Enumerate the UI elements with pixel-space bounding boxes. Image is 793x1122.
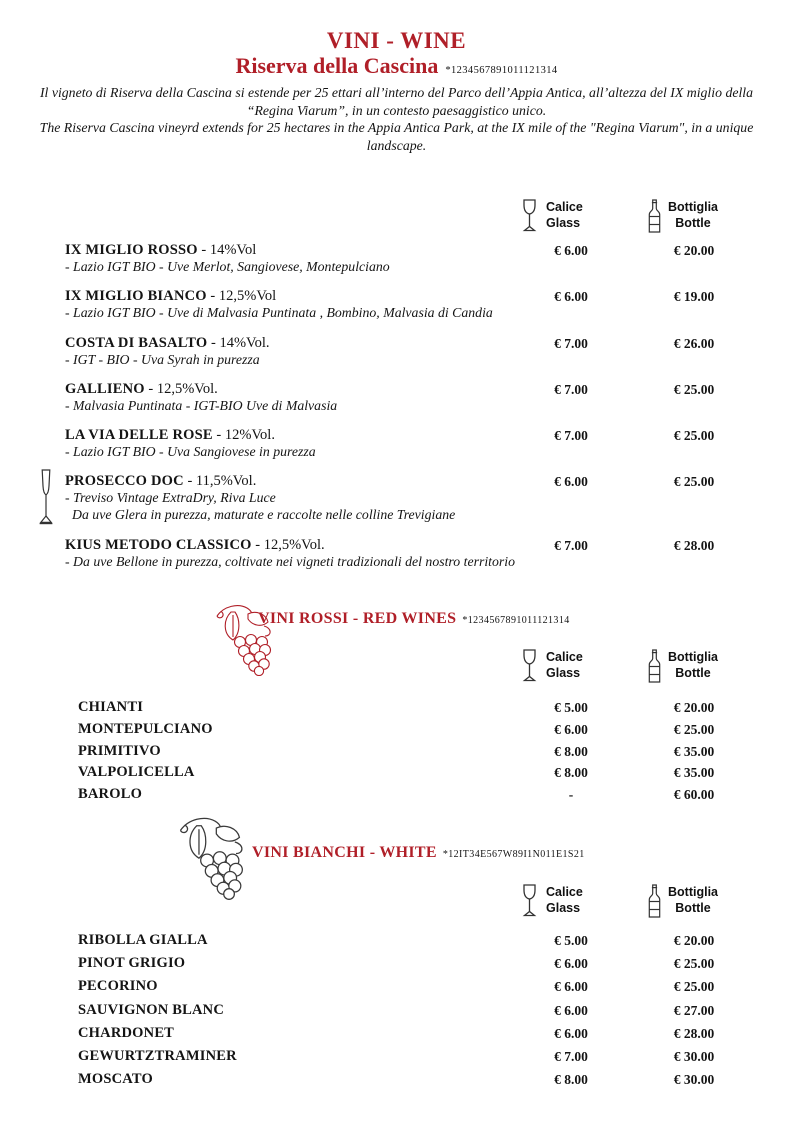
wine-entry	[0, 472, 793, 524]
wine-description-line: - IGT - BIO - Uva Syrah in purezza	[65, 351, 260, 367]
wine-description-line: - Da uve Bellone in purezza, coltivate nei vigneti tradizionali del nostro territorio	[65, 553, 515, 569]
price-columns-header-white	[0, 884, 793, 920]
wine-glass-icon	[520, 649, 539, 682]
wine-description	[65, 444, 793, 461]
bottle-label-en: Bottle	[675, 215, 711, 230]
wine-row	[0, 1070, 793, 1093]
wine-alcohol-vol: - 14%Vol.	[207, 334, 270, 351]
wine-entry	[0, 241, 793, 276]
white-wines-section-header	[252, 843, 585, 863]
price-columns-header-estate	[0, 199, 793, 235]
bottle-price: € 28.00	[673, 537, 715, 553]
wine-row	[0, 698, 793, 720]
wine-description-line: - Malvasia Puntinata - IGT-BIO Uve di Malvasia	[65, 397, 338, 413]
bottle-price: € 25.00	[673, 979, 715, 995]
glass-price: € 7.00	[554, 335, 588, 351]
wine-name: IX MIGLIO ROSSO	[65, 242, 198, 258]
intro-text-italian: Il vigneto di Riserva della Cascina si estende per 25 ettari all’interno del Parco dell’Appia Antica, all’altezza del IX miglio della “Regina Viarum”, in un contesto paesaggistico unico.	[39, 85, 754, 118]
menu-header	[0, 0, 793, 154]
wine-row	[0, 1047, 793, 1070]
wine-row	[0, 1001, 793, 1024]
bottle-column-label	[668, 199, 718, 231]
wine-alcohol-vol: - 11,5%Vol.	[183, 473, 257, 490]
glass-price: € 8.00	[554, 765, 588, 781]
glass-column-header	[520, 649, 583, 682]
white-wine-list	[0, 931, 793, 1093]
glass-price: € 6.00	[554, 956, 588, 972]
wine-name: GEWURTZTRAMINER	[78, 1047, 237, 1064]
section-title-white-wines: VINI BIANCHI - WHITE	[252, 844, 437, 861]
subtitle-code: *1234567891011121314	[445, 65, 558, 76]
intro-text-english: The Riserva Cascina vineyrd extends for 25 hectares in the Appia Antica Park, at the IX mile of the "Regina Viarum", in a unique landscape.	[39, 120, 754, 153]
glass-column-label	[546, 884, 583, 916]
wine-glass-icon	[520, 884, 539, 917]
bottle-price: € 25.00	[673, 721, 715, 737]
wine-name: BAROLO	[78, 786, 143, 803]
wine-name: COSTA DI BASALTO	[65, 334, 208, 351]
wine-alcohol-vol: - 12,5%Vol.	[144, 380, 218, 397]
wine-name: GALLIENO	[65, 380, 145, 397]
wine-name: VALPOLICELLA	[78, 764, 195, 781]
wine-description	[65, 352, 793, 369]
red-wine-list	[0, 698, 793, 807]
bottle-price: € 20.00	[673, 700, 715, 715]
page-title: VINI - WINE	[326, 28, 467, 53]
glass-price: € 6.00	[554, 1025, 588, 1041]
wine-row	[0, 720, 793, 742]
glass-price: € 7.00	[554, 428, 588, 444]
bottle-price: € 27.00	[673, 1002, 715, 1018]
wine-bottle-icon	[648, 884, 661, 918]
page-subtitle: Riserva della Cascina	[235, 53, 439, 78]
bottle-price: € 60.00	[673, 787, 715, 803]
wine-alcohol-vol: - 12%Vol.	[212, 427, 275, 444]
wine-alcohol-vol: - 12,5%Vol	[206, 288, 277, 305]
wine-entry	[0, 380, 793, 415]
bottle-label-it: Bottiglia	[668, 200, 718, 214]
bottle-column-header	[648, 199, 718, 233]
glass-label-it: Calice	[546, 650, 583, 664]
bottle-price: € 25.00	[673, 956, 715, 972]
glass-column-label	[546, 649, 583, 681]
wine-name: PRIMITIVO	[78, 742, 161, 759]
wine-row	[0, 931, 793, 954]
page-subtitle-row	[0, 54, 793, 78]
glass-price: -	[568, 787, 574, 803]
bottle-price: € 25.00	[673, 474, 715, 490]
bottle-price: € 30.00	[673, 1072, 715, 1088]
red-wines-section-header	[258, 609, 570, 629]
wine-description	[65, 398, 793, 415]
wine-description-line: - Lazio IGT BIO - Uve Merlot, Sangiovese, Montepulciano	[65, 259, 390, 274]
wine-description-line: - Lazio IGT BIO - Uve di Malvasia Puntinata , Bombino, Malvasia di Candia	[65, 305, 493, 321]
glass-label-en: Glass	[546, 665, 581, 680]
glass-price: € 7.00	[554, 1048, 588, 1064]
wine-name: CHIANTI	[78, 699, 144, 715]
wine-row	[0, 785, 793, 807]
wine-description	[65, 259, 793, 276]
wine-description	[65, 554, 793, 571]
wine-name: RIBOLLA GIALLA	[78, 932, 208, 948]
glass-label-en: Glass	[546, 900, 581, 915]
wine-name: PROSECCO DOC	[65, 473, 184, 490]
bottle-price: € 35.00	[673, 743, 715, 759]
wine-name: CHARDONET	[78, 1024, 175, 1041]
glass-price: € 6.00	[554, 721, 588, 737]
glass-price: € 5.00	[554, 700, 588, 715]
wine-entry	[0, 536, 793, 571]
wine-alcohol-vol: - 12,5%Vol.	[251, 536, 325, 553]
bottle-price: € 26.00	[673, 335, 715, 351]
wine-description-line: - Treviso Vintage ExtraDry, Riva Luce	[65, 490, 276, 506]
glass-price: € 6.00	[554, 474, 588, 490]
glass-price: € 8.00	[554, 1072, 588, 1088]
glass-column-header	[520, 884, 583, 917]
bottle-column-header	[648, 649, 718, 683]
glass-column-header	[520, 199, 583, 232]
glass-price: € 5.00	[554, 933, 588, 948]
glass-price: € 7.00	[554, 381, 588, 397]
bottle-price: € 30.00	[673, 1048, 715, 1064]
wine-name: MOSCATO	[78, 1071, 153, 1088]
bottle-label-en: Bottle	[675, 900, 711, 915]
glass-label-en: Glass	[546, 215, 581, 230]
wine-glass-icon	[520, 199, 539, 232]
wine-name: SAUVIGNON BLANC	[78, 1001, 225, 1018]
wine-row	[0, 742, 793, 764]
wine-description	[65, 305, 793, 322]
bottle-column-header	[648, 884, 718, 918]
glass-column-label	[546, 199, 583, 231]
section-code-white: *12IT34E567W89I1N011E1S21	[442, 849, 585, 860]
bottle-price: € 25.00	[673, 428, 715, 444]
glass-price: € 7.00	[554, 537, 588, 553]
champagne-flute-icon	[36, 469, 56, 532]
glass-price: € 6.00	[554, 243, 588, 258]
wine-name: LA VIA DELLE ROSE	[65, 427, 213, 444]
wine-entry	[0, 426, 793, 461]
bottle-price: € 35.00	[673, 765, 715, 781]
glass-label-it: Calice	[546, 200, 583, 214]
estate-wine-list	[0, 241, 793, 582]
bottle-price: € 20.00	[673, 933, 715, 948]
bottle-column-label	[668, 884, 718, 916]
section-code-red: *1234567891011121314	[462, 615, 570, 626]
bottle-price: € 28.00	[673, 1025, 715, 1041]
bottle-label-it: Bottiglia	[668, 885, 718, 899]
wine-alcohol-vol: - 14%Vol	[197, 242, 257, 258]
wine-description	[65, 490, 793, 524]
wine-name: MONTEPULCIANO	[78, 720, 213, 737]
glass-price: € 6.00	[554, 289, 588, 305]
wine-bottle-icon	[648, 199, 661, 233]
glass-price: € 8.00	[554, 743, 588, 759]
bottle-price: € 25.00	[673, 381, 715, 397]
section-title-red-wines: VINI ROSSI - RED WINES	[258, 610, 457, 627]
wine-row	[0, 763, 793, 785]
wine-entry	[0, 287, 793, 322]
bottle-column-label	[668, 649, 718, 681]
glass-price: € 6.00	[554, 979, 588, 995]
glass-label-it: Calice	[546, 885, 583, 899]
wine-entry	[0, 334, 793, 369]
wine-row	[0, 977, 793, 1000]
bottle-label-en: Bottle	[675, 665, 711, 680]
wine-bottle-icon	[648, 649, 661, 683]
bottle-price: € 20.00	[673, 243, 715, 258]
wine-row	[0, 1024, 793, 1047]
price-columns-header-red	[0, 649, 793, 685]
wine-name: PECORINO	[78, 978, 158, 995]
wine-name: KIUS METODO CLASSICO	[65, 536, 252, 553]
wine-row	[0, 954, 793, 977]
glass-price: € 6.00	[554, 1002, 588, 1018]
wine-description-line: - Lazio IGT BIO - Uva Sangiovese in purezza	[65, 444, 316, 460]
wine-name: PINOT GRIGIO	[78, 955, 186, 972]
wine-description-line: Da uve Glera in purezza, maturate e raccolte nelle colline Trevigiane	[72, 507, 456, 523]
bottle-price: € 19.00	[673, 289, 715, 305]
bottle-label-it: Bottiglia	[668, 650, 718, 664]
wine-name: IX MIGLIO BIANCO	[65, 288, 207, 305]
